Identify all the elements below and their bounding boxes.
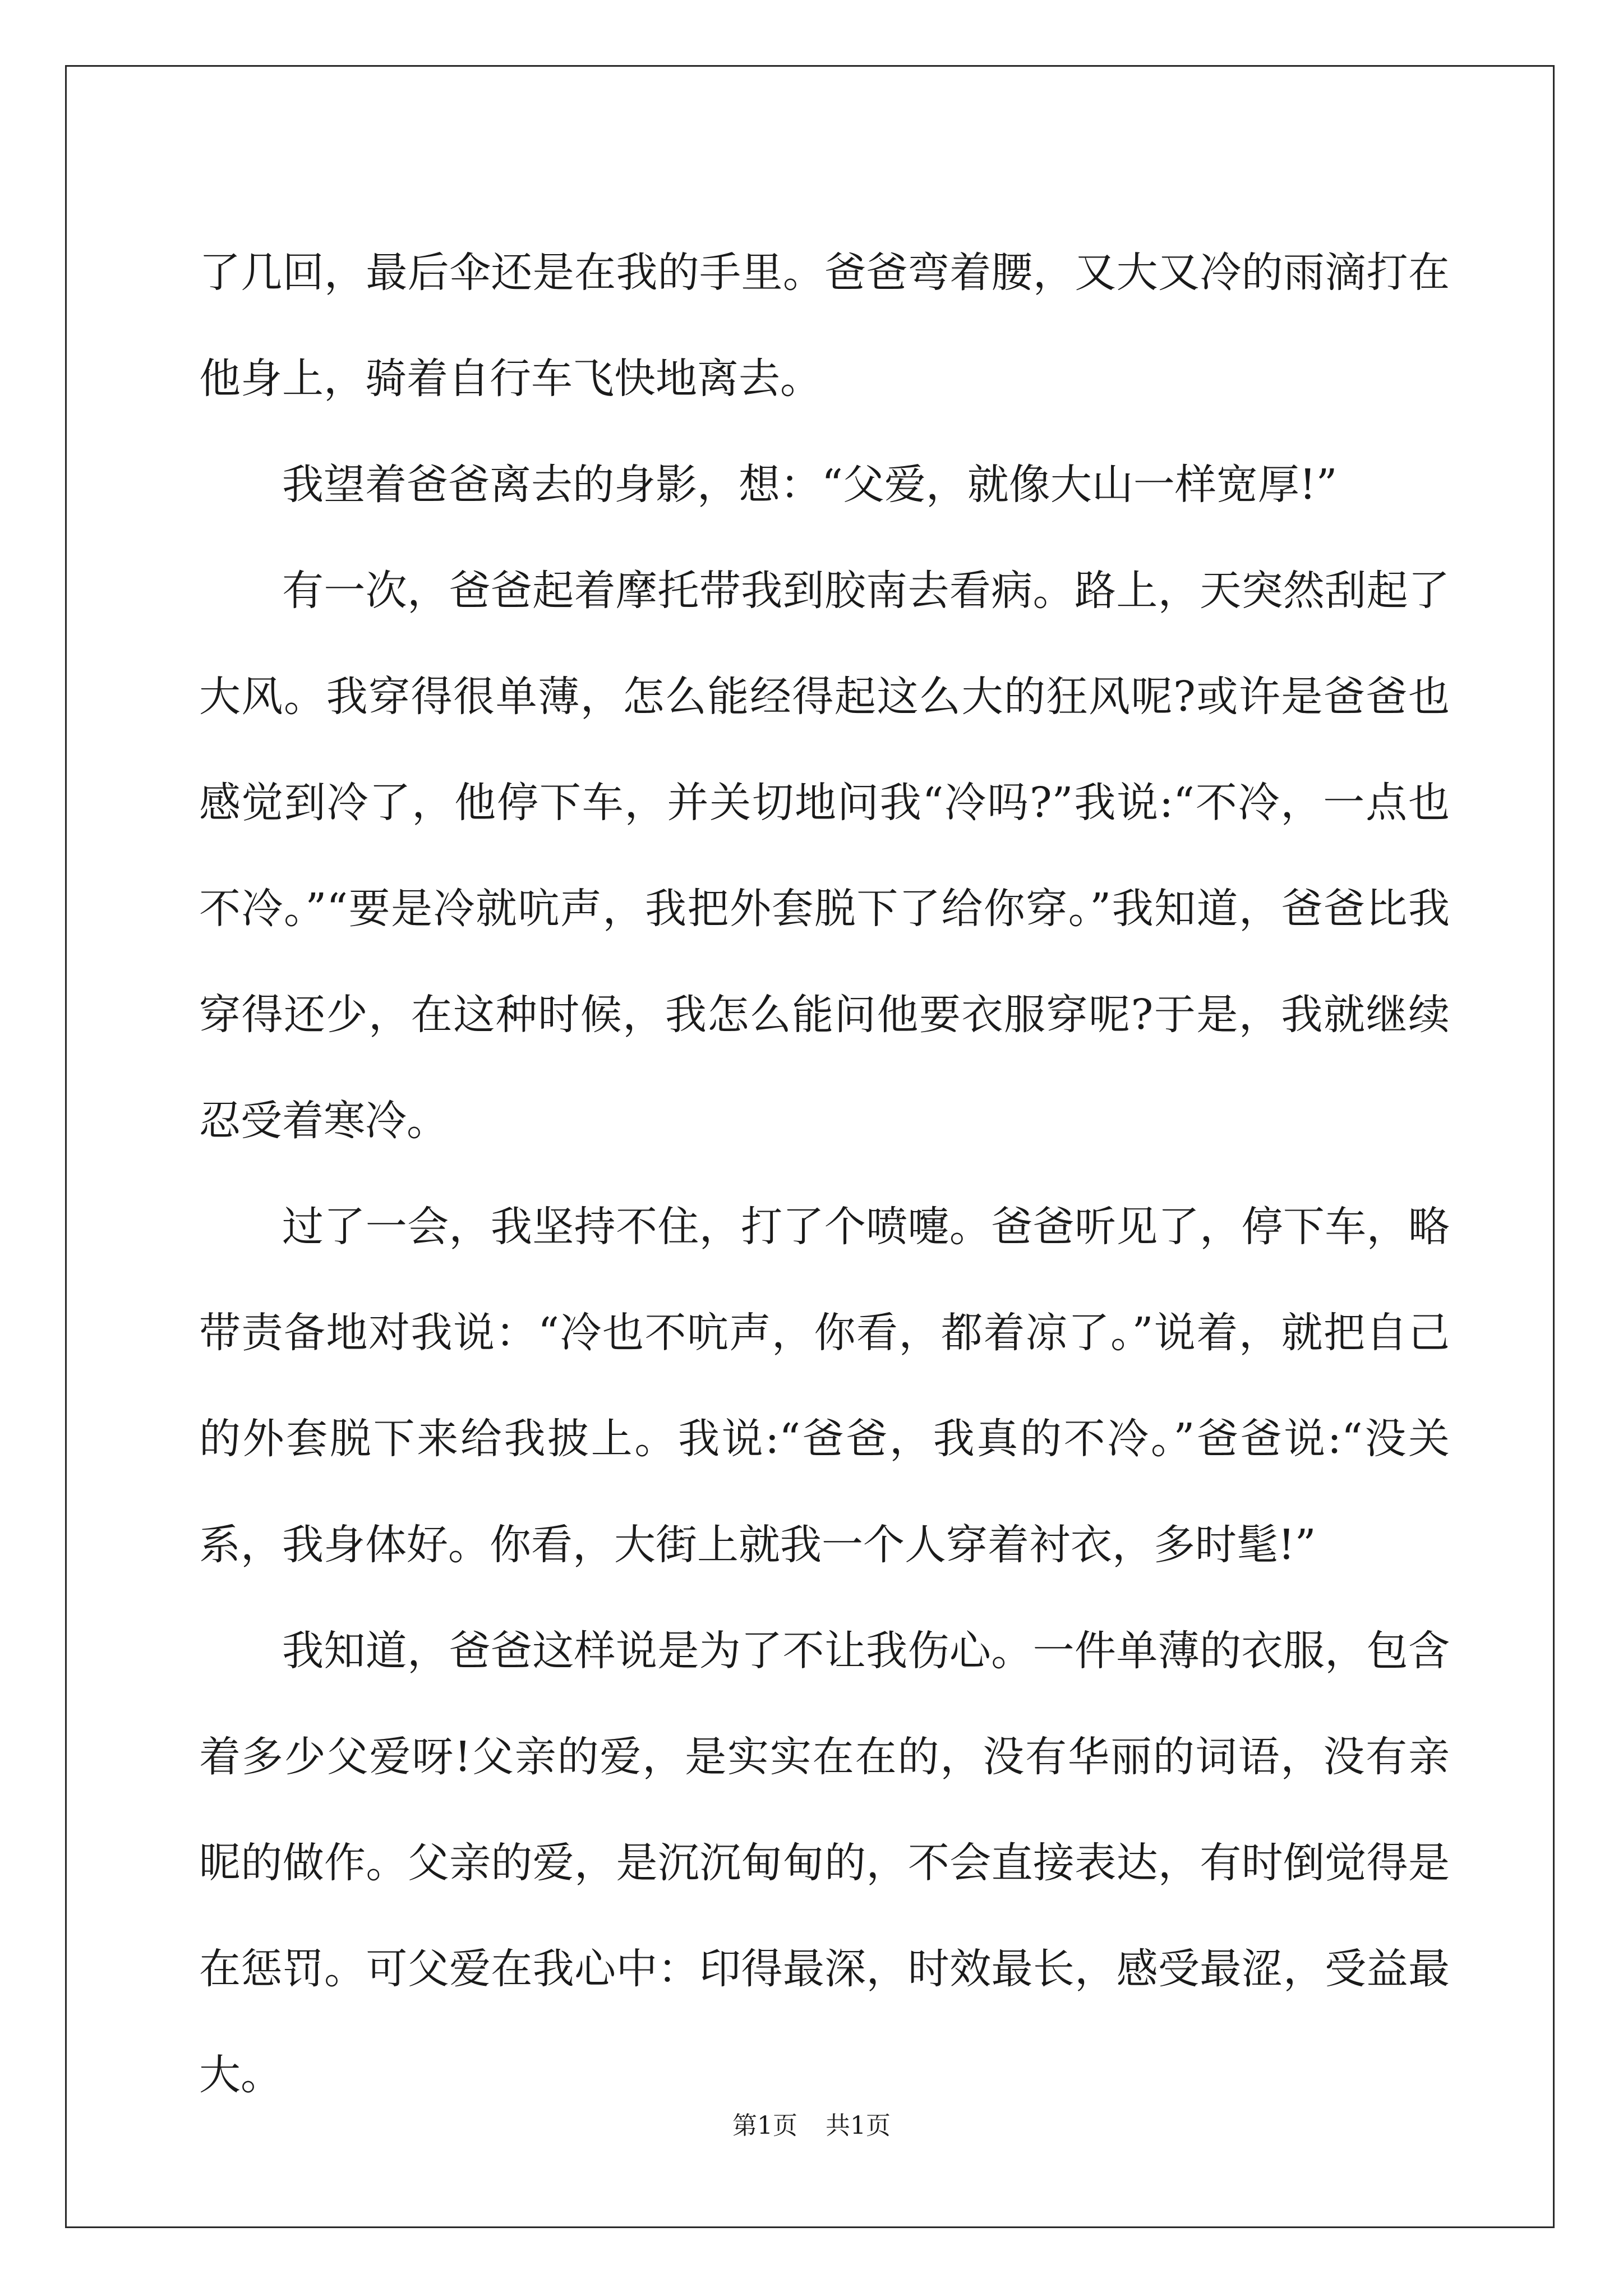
paragraph-3: 有一次，爸爸起着摩托带我到胶南去看病。路上，天突然刮起了大风。我穿得很单薄，怎么能经得起这么大的狂风呢?或许是爸爸也感觉到冷了，他停下车，并关切地问我“冷吗?”我说:“不冷，一点也不冷。”“要是冷就吭声，我把外套脱下了给你穿。”我知道，爸爸比我穿得还少，在这种时候，我怎么能问他要衣服穿呢?于是，我就继续忍受着寒冷。 — [199, 567, 1450, 1145]
paragraph-2: 我望着爸爸离去的身影，想：“父爱，就像大山一样宽厚!” — [282, 461, 1338, 509]
paragraph-4: 过了一会，我坚持不住，打了个喷嚏。爸爸听见了，停下车，略带责备地对我说：“冷也不吭声，你看，都着凉了。”说着，就把自己的外套脱下来给我披上。我说:“爸爸，我真的不冷。”爸爸说:“没关系，我身体好。你看，大街上就我一个人穿着衬衣，多时髦!” — [199, 1203, 1450, 1569]
paragraph-1: 了几回，最后伞还是在我的手里。爸爸弯着腰，又大又冷的雨滴打在他身上，骑着自行车飞快地离去。 — [199, 249, 1450, 403]
paragraph-5: 我知道，爸爸这样说是为了不让我伤心。一件单薄的衣服，包含着多少父爱呀!父亲的爱，是实实在在的，没有华丽的词语，没有亲昵的做作。父亲的爱，是沉沉甸甸的，不会直接表达，有时倒觉得是在惩罚。可父爱在我心中：印得最深，时效最长，感受最涩，受益最大。 — [199, 1627, 1450, 2099]
page-total-label: 共1页 — [826, 2111, 891, 2140]
page-number-label: 第1页 — [732, 2111, 797, 2140]
document-body — [199, 220, 1450, 2128]
page-footer — [0, 2109, 1623, 2143]
